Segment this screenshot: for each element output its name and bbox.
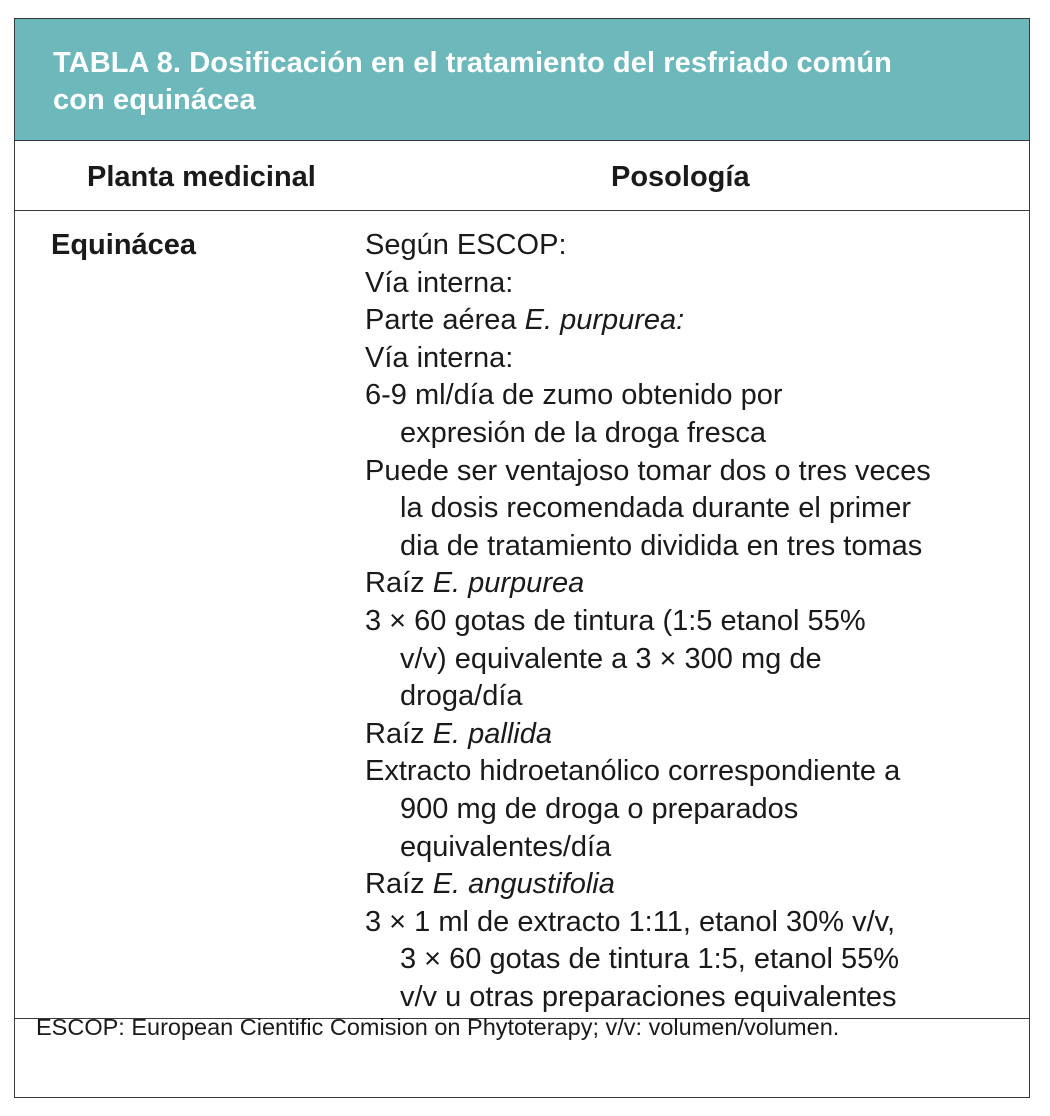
- dose-line: [365, 453, 1015, 491]
- plant-name-cell: Equinácea: [51, 229, 197, 261]
- dose-line: [365, 829, 1015, 867]
- dose-line-text: Según ESCOP:: [365, 229, 567, 261]
- species-name: E. purpurea:: [524, 304, 685, 337]
- dose-line: [365, 227, 1015, 265]
- dose-line-text: v/v u otras preparaciones equivalentes: [400, 980, 897, 1013]
- dose-line-text: Vía interna:: [365, 341, 514, 374]
- table-title-line2: con equinácea: [53, 84, 256, 116]
- dose-line-text: 6-9 ml/día de zumo obtenido por: [365, 379, 783, 412]
- dose-line-text: Extracto hidroetanólico correspondiente a: [365, 755, 901, 788]
- species-name: E. pallida: [432, 717, 552, 750]
- table-row: [15, 211, 1029, 1019]
- dose-line: [365, 265, 1015, 303]
- dose-line-text: Raíz: [365, 868, 433, 901]
- dose-line: [365, 716, 1015, 754]
- dose-line-text: Parte aérea: [365, 304, 525, 337]
- dose-line-text: Vía interna:: [365, 266, 514, 299]
- species-name: E. purpurea: [432, 567, 585, 600]
- species-name: E. angustifolia: [432, 868, 615, 901]
- table-header-row: [15, 141, 1029, 211]
- dose-line-text: 3 × 60 gotas de tintura 1:5, etanol 55%: [400, 943, 900, 976]
- dose-line: [365, 377, 1015, 415]
- table-title-line1: TABLA 8. Dosificación en el tratamiento del resfriado común: [53, 47, 892, 79]
- dose-line: [365, 866, 1015, 904]
- dose-line: [365, 340, 1015, 378]
- dose-line-text: la dosis recomendada durante el primer: [400, 492, 911, 525]
- dose-line-text: 900 mg de droga o preparados: [400, 792, 799, 825]
- dose-line: [365, 979, 1015, 1017]
- dose-line-text: Puede ser ventajoso tomar dos o tres veces: [365, 454, 931, 487]
- dose-line-text: 3 × 1 ml de extracto 1:11, etanol 30% v/v,: [365, 905, 896, 938]
- dose-line-text: Raíz: [365, 567, 433, 600]
- dose-line: [365, 753, 1015, 791]
- dose-line: [365, 678, 1015, 716]
- dosage-table: [14, 18, 1030, 1098]
- dose-line: [365, 302, 1015, 340]
- dose-line-text: Raíz: [365, 717, 433, 750]
- dose-line: [365, 603, 1015, 641]
- dose-cell: [365, 227, 1015, 1016]
- dose-line-text: dia de tratamiento dividida en tres tomas: [400, 529, 923, 562]
- dose-line-text: equivalentes/día: [400, 830, 612, 863]
- dose-line: [365, 528, 1015, 566]
- dose-line: [365, 941, 1015, 979]
- dose-line: [365, 791, 1015, 829]
- column-header-dose: Posología: [611, 161, 750, 193]
- dose-line: [365, 415, 1015, 453]
- dose-line: [365, 641, 1015, 679]
- dose-line-text: droga/día: [400, 680, 523, 713]
- dose-line-text: v/v) equivalente a 3 × 300 mg de: [400, 642, 822, 675]
- table-title-bar: [15, 19, 1029, 141]
- table-footnote: ESCOP: European Cientific Comision on Phytoterapy; v/v: volumen/volumen.: [36, 1014, 840, 1040]
- dose-line-text: 3 × 60 gotas de tintura (1:5 etanol 55%: [365, 604, 866, 637]
- dose-line: [365, 565, 1015, 603]
- column-header-plant: Planta medicinal: [87, 161, 316, 193]
- dose-line: [365, 490, 1015, 528]
- dose-line: [365, 904, 1015, 942]
- dose-line-text: expresión de la droga fresca: [400, 416, 766, 449]
